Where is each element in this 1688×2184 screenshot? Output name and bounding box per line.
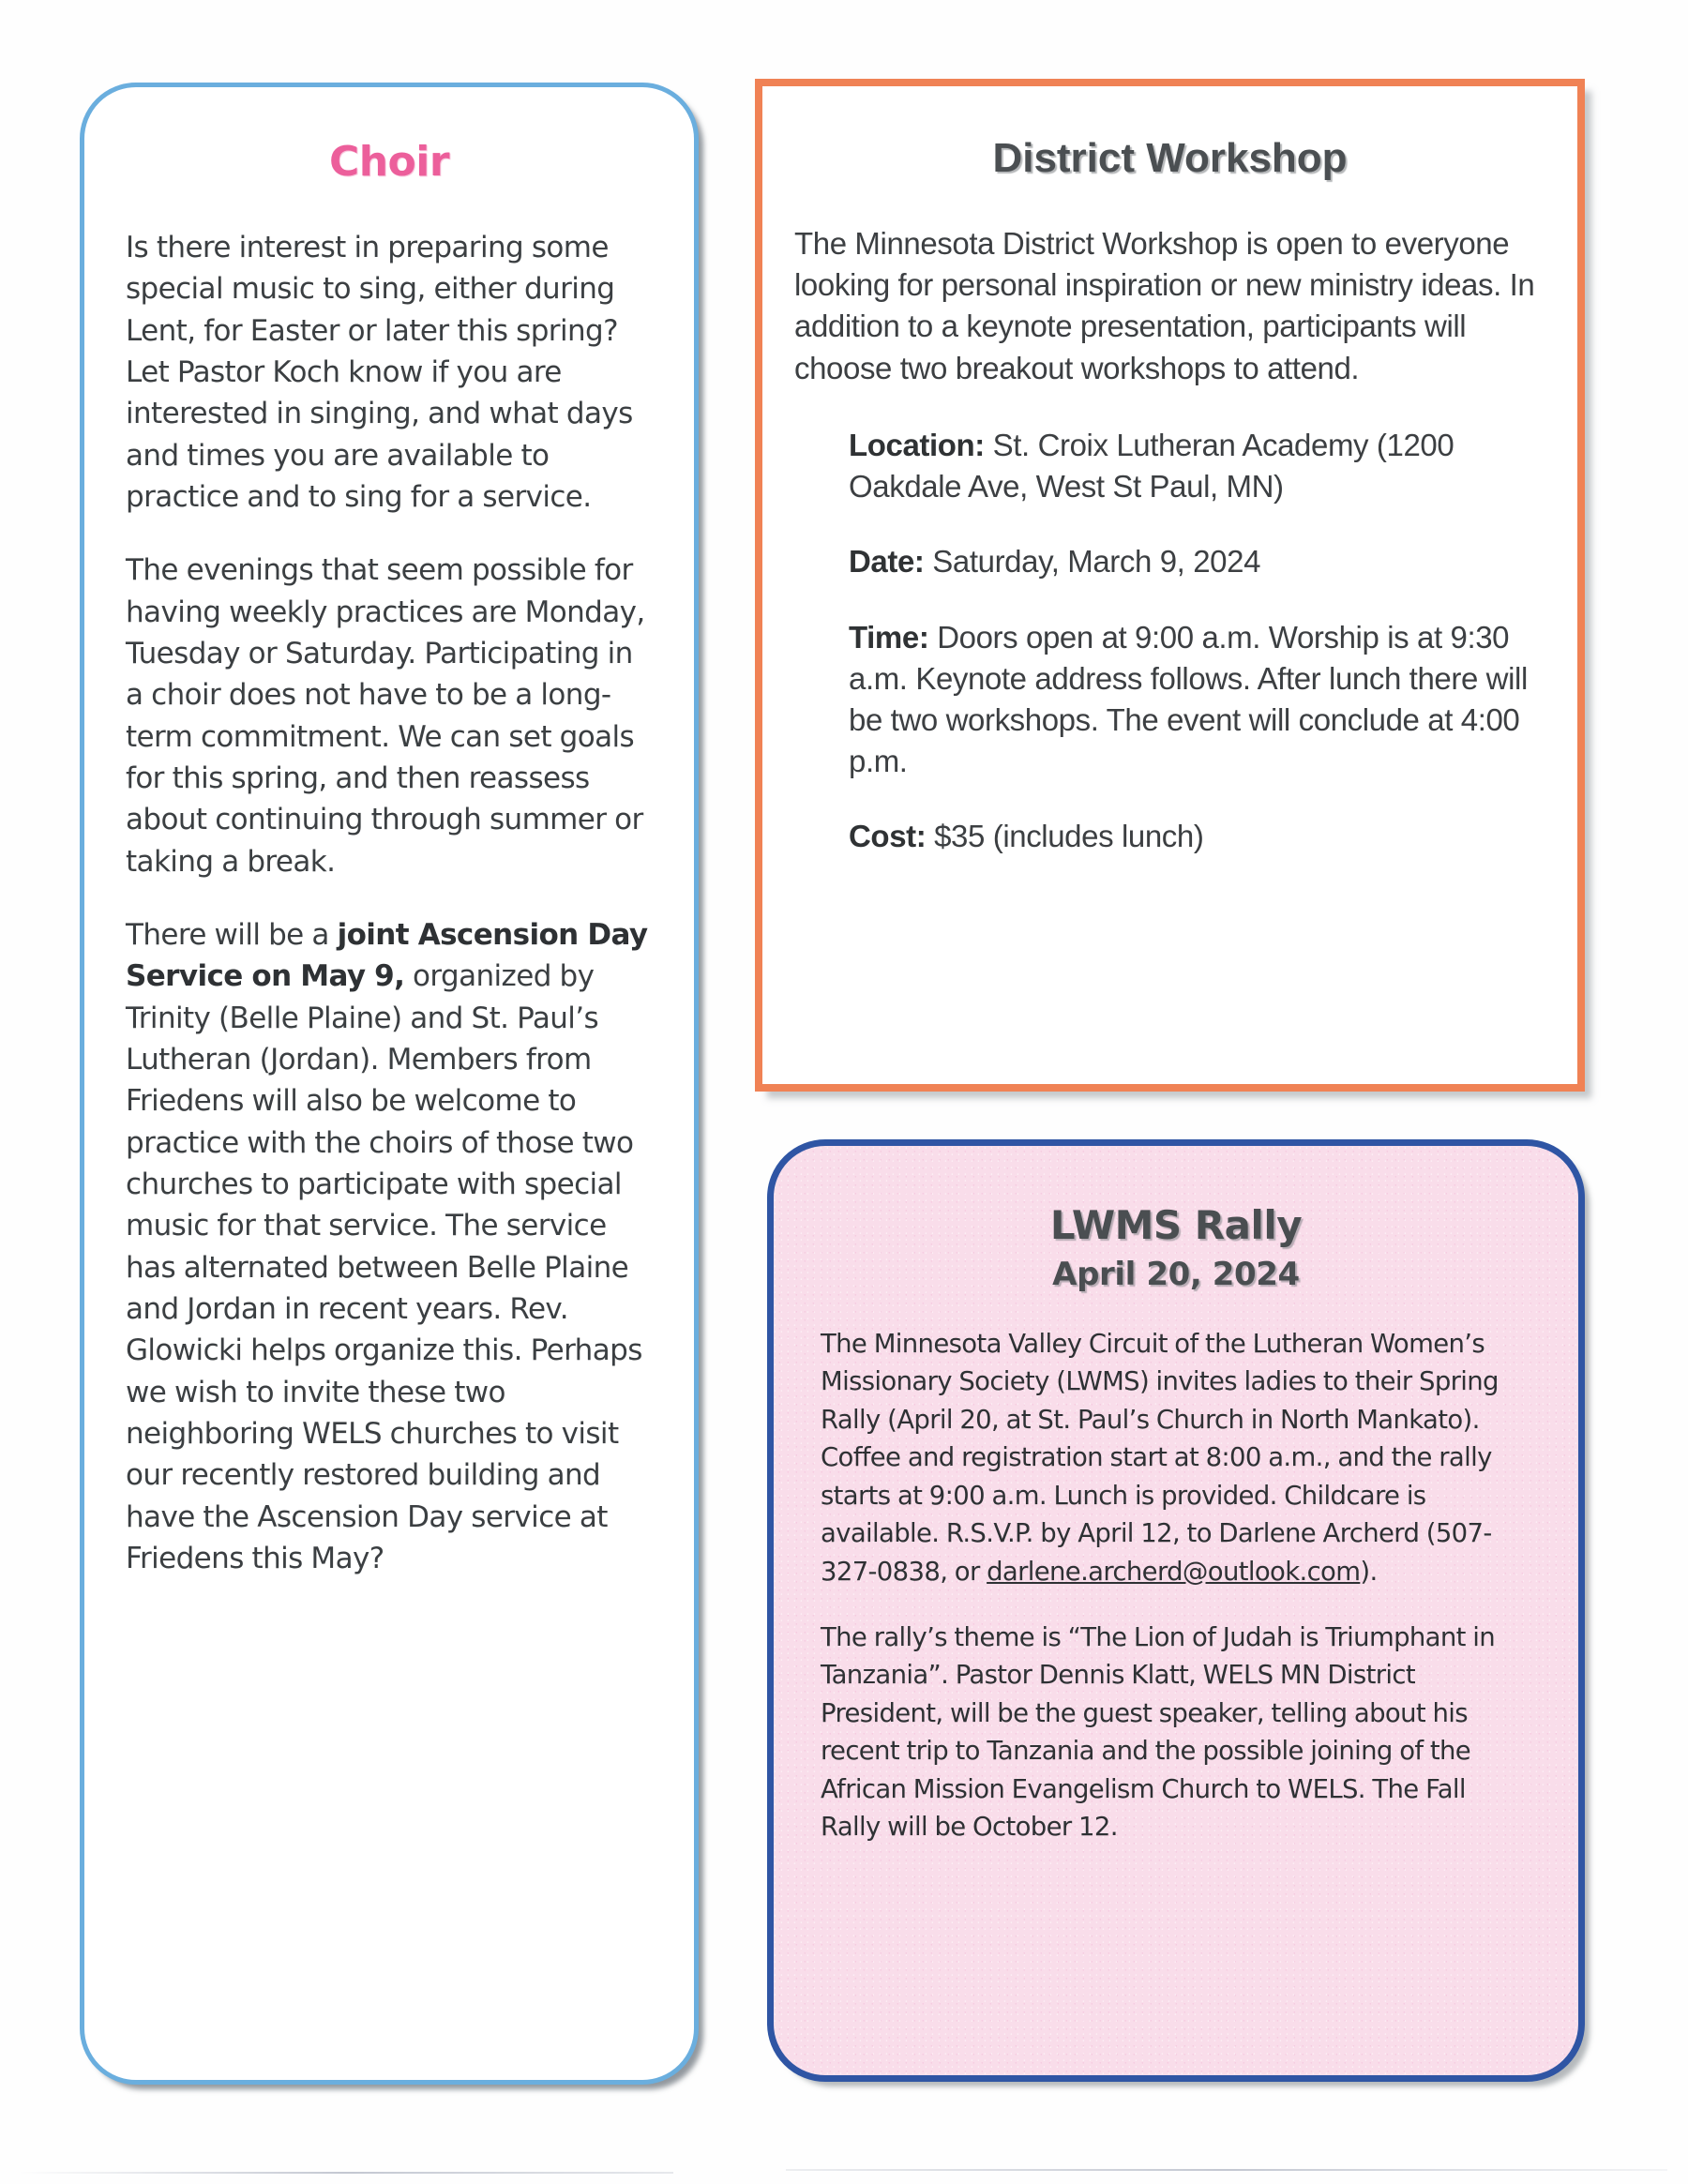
lwms-paragraph-2: The rally’s theme is “The Lion of Judah is Triumphant in Tanzania”. Pastor Dennis Klatt, WELS MN District President, will be the guest speaker, telling about his recent trip to Tanzania and the possible joining of the African Mission Evangelism Church to WELS. The Fall Rally will be October 12. [821, 1621, 1496, 1843]
lwms-rally-body [821, 1325, 1531, 1845]
lwms-paragraph-1 [821, 1325, 1531, 1590]
choir-ascension-day-highlight: joint Ascension Day Service on May 9, [126, 917, 648, 994]
workshop-date-row [849, 541, 1545, 582]
scan-artifact-line-left [17, 2172, 673, 2174]
lwms-rally-title: LWMS Rally [1049, 1202, 1303, 1248]
workshop-time-value: Doors open at 9:00 a.m. Worship is at 9:30 a.m. Keynote address follows. After lunch there will be two workshops. The event will conclude at 4:00 p.m. [849, 619, 1528, 779]
workshop-location-value: St. Croix Lutheran Academy (1200 Oakdale Ave, West St Paul, MN) [849, 427, 1454, 505]
lwms-contact-email-link[interactable]: darlene.archerd@outlook.com [987, 1556, 1361, 1587]
choir-article-box [80, 83, 699, 2085]
lwms-paragraph-1-tail: ). [1360, 1556, 1378, 1587]
workshop-cost-label: Cost: [849, 819, 927, 854]
district-workshop-title: District Workshop [992, 135, 1348, 181]
workshop-cost-value: $35 (includes lunch) [926, 819, 1204, 854]
workshop-date-value: Saturday, March 9, 2024 [924, 544, 1261, 580]
lwms-rally-date: April 20, 2024 [1052, 1256, 1300, 1293]
choir-paragraph-2: The evenings that seem possible for having weekly practices are Monday, Tuesday or Saturday. Participating in a choir does not have to be a long-term commitment. We can set goals for this spring, and then reassess about continuing through summer or taking a break. [126, 553, 645, 879]
choir-paragraph-3 [126, 914, 653, 1579]
workshop-time-label: Time: [849, 619, 929, 655]
choir-paragraph-3-rest: organized by Trinity (Belle Plaine) and St. Paul’s Lutheran (Jordan). Members from Friedens will also be welcome to practice with the choirs of those two churches to participate with special music for that service. The service has alternated between Belle Plaine and Jordan in recent years. Rev. Glowicki helps organize this. Perhaps we wish to invite these two neighboring WELS churches to visit our recently restored building and have the Ascension Day service at Friedens this May? [126, 959, 642, 1575]
workshop-location-row [849, 425, 1545, 507]
district-workshop-intro: The Minnesota District Workshop is open to everyone looking for personal inspiration or new ministry ideas. In addition to a keynote presentation, participants will choose two breakout workshops to attend. [794, 226, 1535, 385]
workshop-cost-row [849, 816, 1545, 857]
district-workshop-details [794, 425, 1545, 858]
scan-artifact-line-right [786, 2169, 1667, 2171]
choir-paragraph-1: Is there interest in preparing some special music to sing, either during Lent, for Easter or later this spring? Let Pastor Koch know if you are interested in singing, and what days and times you are available to practice and to sing for a service. [126, 231, 633, 514]
district-workshop-box [755, 79, 1585, 1092]
lwms-rally-box [767, 1139, 1585, 2082]
choir-title: Choir [328, 138, 450, 186]
choir-paragraph-3-lead: There will be a [126, 917, 338, 952]
choir-body [126, 227, 653, 1579]
workshop-location-label: Location: [849, 427, 985, 462]
lwms-paragraph-1-text: The Minnesota Valley Circuit of the Lutheran Women’s Missionary Society (LWMS) invites ladies to their Spring Rally (April 20, at St. Paul’s Church in North Mankato). Coffee and registration start at 8:00 a.m., and the rally starts at 9:00 a.m. Lunch is provided. Childcare is available. R.S.V.P. by April 12, to Darlene Archerd (507-327-0838, or [821, 1329, 1499, 1587]
workshop-date-label: Date: [849, 544, 925, 580]
workshop-time-row [849, 617, 1545, 783]
